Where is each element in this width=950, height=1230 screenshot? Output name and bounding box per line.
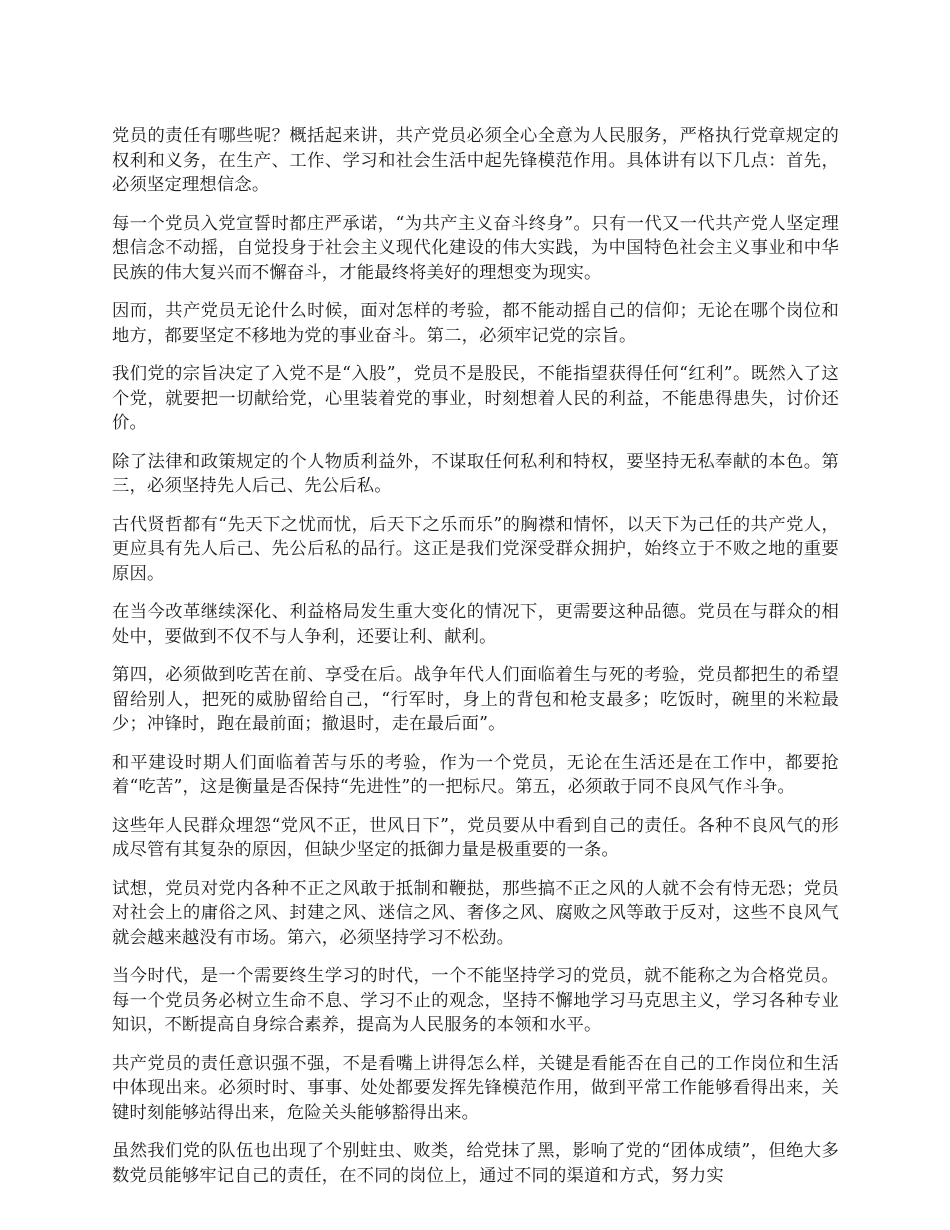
paragraph-13: 共产党员的责任意识强不强，不是看嘴上讲得怎么样，关键是看能否在自己的工作岗位和生活中体现出来。必须时时、事事、处处都要发挥先锋模范作用，做到平常工作能够看得出来，关键时刻能够站得出来，危险关头能够豁得出来。 [112,1053,839,1123]
paragraph-14: 虽然我们党的队伍也出现了个别蛀虫、败类，给党抹了黑，影响了党的“团体成绩”，但绝大多数党员能够牢记自己的责任，在不同的岗位上，通过不同的渠道和方式，努力实 [112,1141,839,1186]
paragraph-4: 我们党的宗旨决定了入党不是“入股”，党员不是股民，不能指望获得任何“红利”。既然入了这个党，就要把一切献给党，心里装着党的事业，时刻想着人民的利益，不能患得患失，讨价还价。 [112,364,839,433]
paragraph-11: 试想，党员对党内各种不正之风敢于抵制和鞭挞，那些搞不正之风的人就不会有恃无恐；党员对社会上的庸俗之风、封建之风、迷信之风、奢侈之风、腐败之风等敢于反对，这些不良风气就会越来越没有市场。第六，必须坚持学习不松劲。 [112,878,839,948]
paragraph-6: 古代贤哲都有“先天下之忧而忧，后天下之乐而乐”的胸襟和情怀，以天下为己任的共产党人，更应具有先人后己、先公后私的品行。这正是我们党深受群众拥护，始终立于不败之地的重要原因。 [112,514,839,584]
paragraph-1: 党员的责任有哪些呢？概括起来讲，共产党员必须全心全意为人民服务，严格执行党章规定的权利和义务，在生产、工作、学习和社会生活中起先锋模范作用。具体讲有以下几点：首先，必须坚定理想信念。 [112,126,839,195]
paragraph-2: 每一个党员入党宣誓时都庄严承诺，“为共产主义奋斗终身”。只有一代又一代共产党人坚定理想信念不动摇，自觉投身于社会主义现代化建设的伟大实践，为中国特色社会主义事业和中华民族的伟大复兴而不懈奋斗，才能最终将美好的理想变为现实。 [112,213,839,283]
paragraph-12: 当今时代，是一个需要终生学习的时代，一个不能坚持学习的党员，就不能称之为合格党员。每一个党员务必树立生命不息、学习不止的观念，坚持不懈地学习马克思主义，学习各种专业知识，不断提高自身综合素养，提高为人民服务的本领和水平。 [112,966,839,1035]
paragraph-7: 在当今改革继续深化、利益格局发生重大变化的情况下，更需要这种品德。党员在与群众的相处中，要做到不仅不与人争利，还要让利、献利。 [112,602,839,647]
paragraph-9: 和平建设时期人们面临着苦与乐的考验，作为一个党员，无论在生活还是在工作中，都要抢着“吃苦”，这是衡量是否保持“先进性”的一把标尺。第五，必须敢于同不良风气作斗争。 [112,752,839,797]
document-body [112,124,839,1202]
paragraph-3: 因而，共产党员无论什么时候，面对怎样的考验，都不能动摇自己的信仰；无论在哪个岗位和地方，都要坚定不移地为党的事业奋斗。第二，必须牢记党的宗旨。 [112,301,839,346]
paragraph-5: 除了法律和政策规定的个人物质利益外，不谋取任何私利和特权，要坚持无私奉献的本色。第三，必须坚持先人后己、先公后私。 [112,451,839,496]
paragraph-8: 第四，必须做到吃苦在前、享受在后。战争年代人们面临着生与死的考验，党员都把生的希望留给别人，把死的威胁留给自己，“行军时，身上的背包和枪支最多；吃饭时，碗里的米粒最少；冲锋时，跑在最前面；撤退时，走在最后面”。 [112,665,839,734]
paragraph-10: 这些年人民群众埋怨“党风不正，世风日下”，党员要从中看到自己的责任。各种不良风气的形成尽管有其复杂的原因，但缺少坚定的抵御力量是极重要的一条。 [112,815,839,860]
